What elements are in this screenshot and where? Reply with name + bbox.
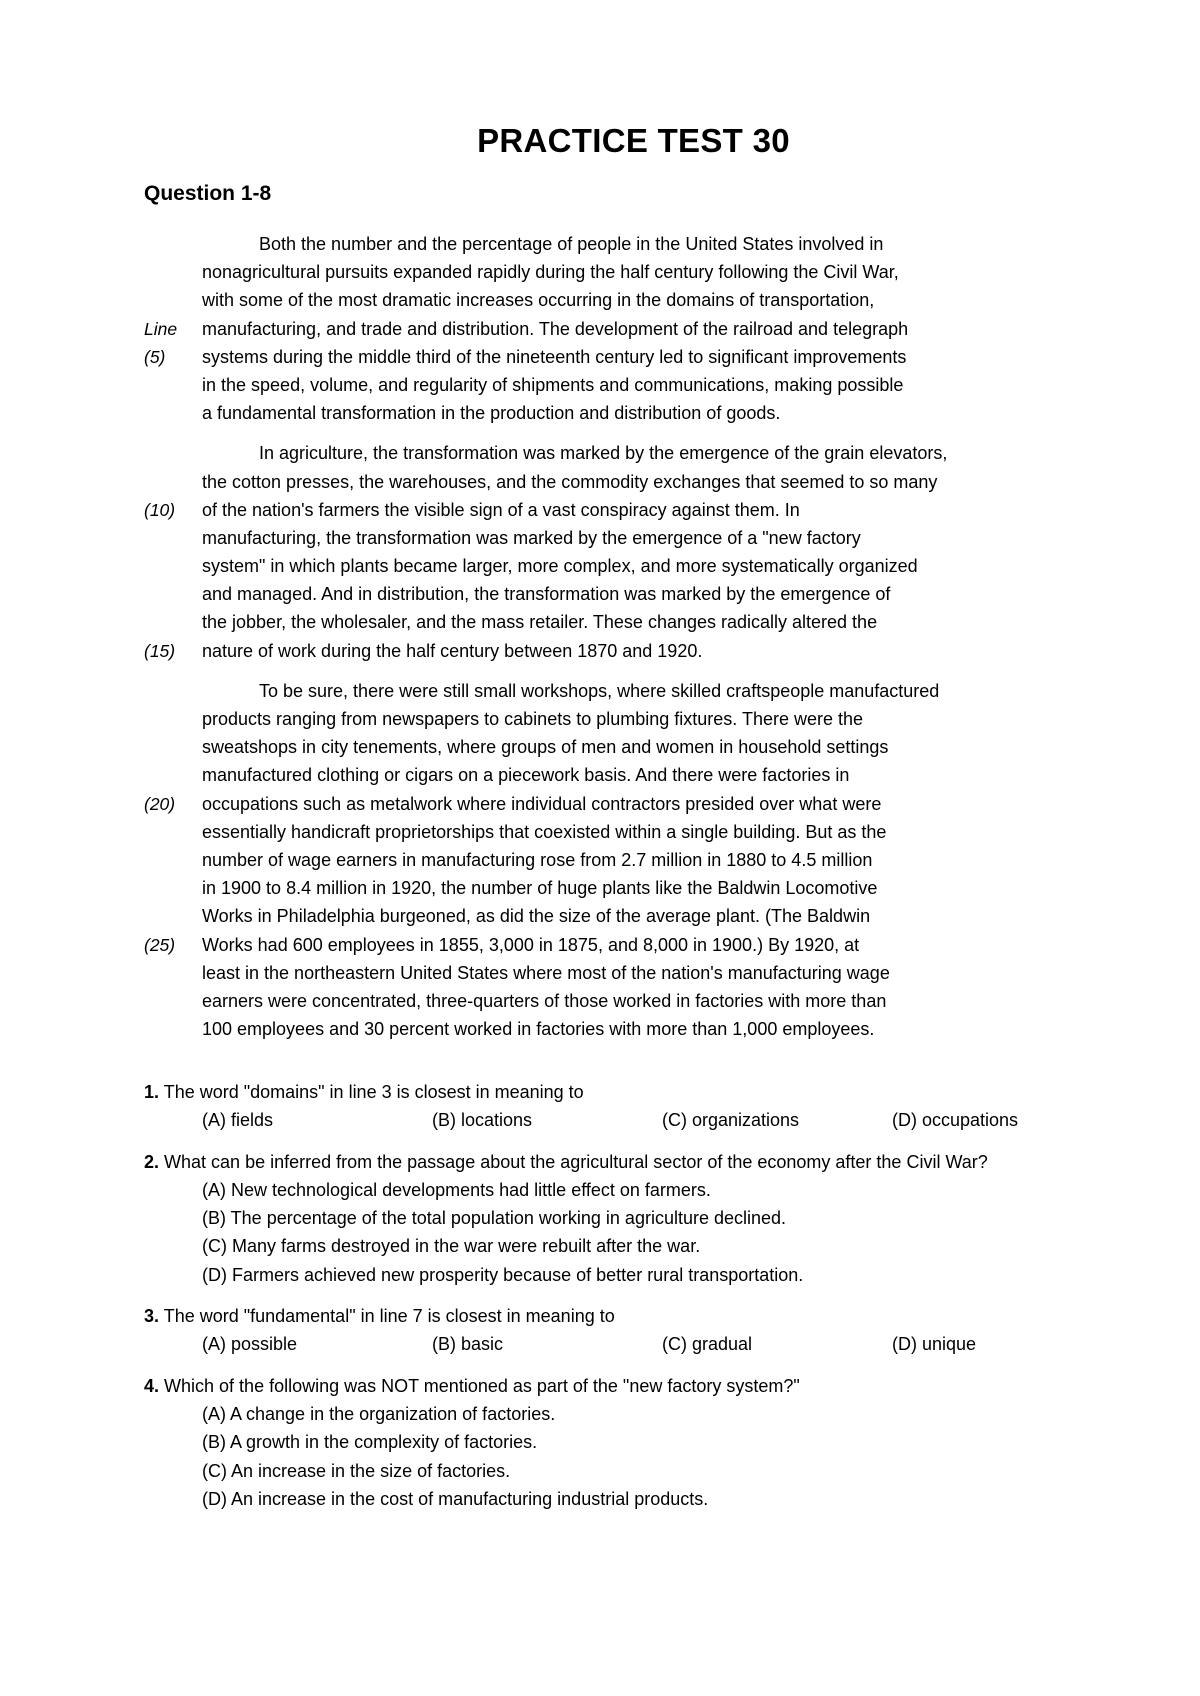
answer-option: (D) An increase in the cost of manufacturing industrial products. xyxy=(202,1488,709,1509)
question-item xyxy=(0,1302,1200,1359)
line-number: (5) xyxy=(144,346,166,367)
passage-line-text: essentially handicraft proprietorships that coexisted within a single building. But as the xyxy=(202,821,887,842)
question-text: What can be inferred from the passage about the agricultural sector of the economy after the Civil War? xyxy=(164,1151,988,1172)
passage-line xyxy=(0,439,1200,467)
line-number: Line xyxy=(144,318,178,339)
passage-line xyxy=(0,874,1200,902)
passage-line xyxy=(0,552,1200,580)
answer-option: (B) The percentage of the total population working in agriculture declined. xyxy=(202,1208,787,1229)
passage-line xyxy=(0,790,1200,818)
answer-option: (C) organizations xyxy=(662,1110,800,1131)
passage-line xyxy=(0,343,1200,371)
question-text: The word "fundamental" in line 7 is closest in meaning to xyxy=(163,1306,615,1327)
passage-line xyxy=(0,371,1200,399)
passage-line xyxy=(0,959,1200,987)
passage-line-text: with some of the most dramatic increases occurring in the domains of transportation, xyxy=(202,290,875,311)
passage-line xyxy=(0,677,1200,705)
passage-line-text: To be sure, there were still small workshops, where skilled craftspeople manufactured xyxy=(259,680,940,701)
question-stem xyxy=(0,1372,1200,1400)
question-stem xyxy=(0,1078,1200,1106)
passage-line-text: products ranging from newspapers to cabinets to plumbing fixtures. There were the xyxy=(202,709,864,729)
passage-line-text: Both the number and the percentage of people in the United States involved in xyxy=(259,234,884,254)
passage-line-text: of the nation's farmers the visible sign of a vast conspiracy against them. In xyxy=(202,499,800,520)
passage-line xyxy=(0,468,1200,496)
passage-line xyxy=(0,315,1200,343)
passage-line-text: a fundamental transformation in the production and distribution of goods. xyxy=(202,403,781,424)
question-text: The word "domains" in line 3 is closest in meaning to xyxy=(163,1082,584,1102)
passage-line-text: Works in Philadelphia burgeoned, as did the size of the average plant. (The Baldwin xyxy=(202,906,871,927)
page-title: PRACTICE TEST 30 xyxy=(477,122,790,159)
answer-option: (A) New technological developments had little effect on farmers. xyxy=(202,1179,711,1200)
line-number: (10) xyxy=(144,499,176,520)
passage-line xyxy=(0,230,1200,258)
question-number: 2. xyxy=(144,1151,160,1172)
passage-paragraph xyxy=(0,677,1200,1043)
question-item xyxy=(0,1372,1200,1513)
passage-line xyxy=(0,496,1200,524)
passage-line xyxy=(0,608,1200,636)
passage-line-text: system" in which plants became larger, more complex, and more systematically organized xyxy=(202,556,918,577)
answer-option: (C) Many farms destroyed in the war were rebuilt after the war. xyxy=(202,1236,701,1257)
answer-option: (B) A growth in the complexity of factories. xyxy=(202,1432,538,1453)
passage-line-text: nonagricultural pursuits expanded rapidly during the half century following the Civil War, xyxy=(202,262,899,283)
passage-line-text: earners were concentrated, three-quarters of those worked in factories with more than xyxy=(202,990,887,1011)
reading-passage xyxy=(0,230,1200,1043)
question-number: 3. xyxy=(144,1306,160,1327)
passage-paragraph xyxy=(0,230,1200,427)
passage-line xyxy=(0,931,1200,959)
answer-option: (D) unique xyxy=(892,1334,977,1355)
line-number: (25) xyxy=(144,934,176,955)
answer-options xyxy=(0,1106,1200,1134)
answer-option: (A) A change in the organization of factories. xyxy=(202,1403,556,1424)
passage-line xyxy=(0,637,1200,665)
passage-line-text: In agriculture, the transformation was marked by the emergence of the grain elevators, xyxy=(259,443,948,464)
passage-line xyxy=(0,286,1200,314)
passage-line xyxy=(0,399,1200,427)
answer-option: (A) possible xyxy=(202,1334,298,1355)
passage-line-text: and managed. And in distribution, the transformation was marked by the emergence of xyxy=(202,584,891,605)
passage-line xyxy=(0,987,1200,1015)
passage-line-text: manufacturing, and trade and distribution. The development of the railroad and telegraph xyxy=(202,318,909,339)
question-list xyxy=(0,1078,1200,1526)
question-stem xyxy=(0,1302,1200,1330)
passage-line-text: systems during the middle third of the nineteenth century led to significant improvements xyxy=(202,346,907,367)
passage-line-text: sweatshops in city tenements, where groups of men and women in household settings xyxy=(202,737,889,758)
answer-option: (C) An increase in the size of factories. xyxy=(202,1460,511,1481)
section-heading: Question 1-8 xyxy=(144,182,272,205)
passage-line-text: nature of work during the half century between 1870 and 1920. xyxy=(202,640,703,661)
passage-line xyxy=(0,846,1200,874)
passage-line-text: the cotton presses, the warehouses, and the commodity exchanges that seemed to so many xyxy=(202,471,938,492)
passage-line-text: Works had 600 employees in 1855, 3,000 in 1875, and 8,000 in 1900.) By 1920, at xyxy=(202,934,860,955)
answer-option: (D) occupations xyxy=(892,1110,1019,1131)
line-number: (20) xyxy=(144,793,176,814)
answer-options xyxy=(0,1330,1200,1358)
passage-line xyxy=(0,761,1200,789)
question-stem xyxy=(0,1148,1200,1176)
passage-line xyxy=(0,733,1200,761)
passage-line-text: occupations such as metalwork where individual contractors presided over what were xyxy=(202,793,882,814)
answer-option: (B) locations xyxy=(432,1110,533,1131)
answer-option: (D) Farmers achieved new prosperity because of better rural transportation. xyxy=(202,1264,804,1285)
passage-line xyxy=(0,902,1200,930)
passage-line xyxy=(0,258,1200,286)
passage-line xyxy=(0,580,1200,608)
passage-line xyxy=(0,524,1200,552)
question-number: 4. xyxy=(144,1375,160,1396)
answer-option: (A) fields xyxy=(202,1110,274,1131)
passage-line-text: manufacturing, the transformation was marked by the emergence of a "new factory xyxy=(202,527,861,548)
passage-line-text: 100 employees and 30 percent worked in factories with more than 1,000 employees. xyxy=(202,1019,875,1040)
passage-line-text: least in the northeastern United States where most of the nation's manufacturing wage xyxy=(202,962,890,983)
answer-option: (C) gradual xyxy=(662,1334,753,1355)
passage-line xyxy=(0,1015,1200,1043)
question-number: 1. xyxy=(144,1082,160,1102)
passage-line-text: in 1900 to 8.4 million in 1920, the number of huge plants like the Baldwin Locomotive xyxy=(202,878,878,899)
passage-paragraph xyxy=(0,439,1200,665)
passage-line-text: number of wage earners in manufacturing rose from 2.7 million in 1880 to 4.5 million xyxy=(202,849,873,870)
passage-line-text: manufactured clothing or cigars on a piecework basis. And there were factories in xyxy=(202,765,850,786)
passage-line xyxy=(0,818,1200,846)
line-number: (15) xyxy=(144,640,176,661)
answer-option: (B) basic xyxy=(432,1334,504,1355)
passage-line-text: in the speed, volume, and regularity of shipments and communications, making possible xyxy=(202,374,904,395)
passage-line xyxy=(0,705,1200,733)
question-item xyxy=(0,1148,1200,1289)
question-item xyxy=(0,1078,1200,1135)
question-text: Which of the following was NOT mentioned as part of the "new factory system?" xyxy=(164,1375,800,1396)
passage-line-text: the jobber, the wholesaler, and the mass retailer. These changes radically altered the xyxy=(202,612,878,633)
